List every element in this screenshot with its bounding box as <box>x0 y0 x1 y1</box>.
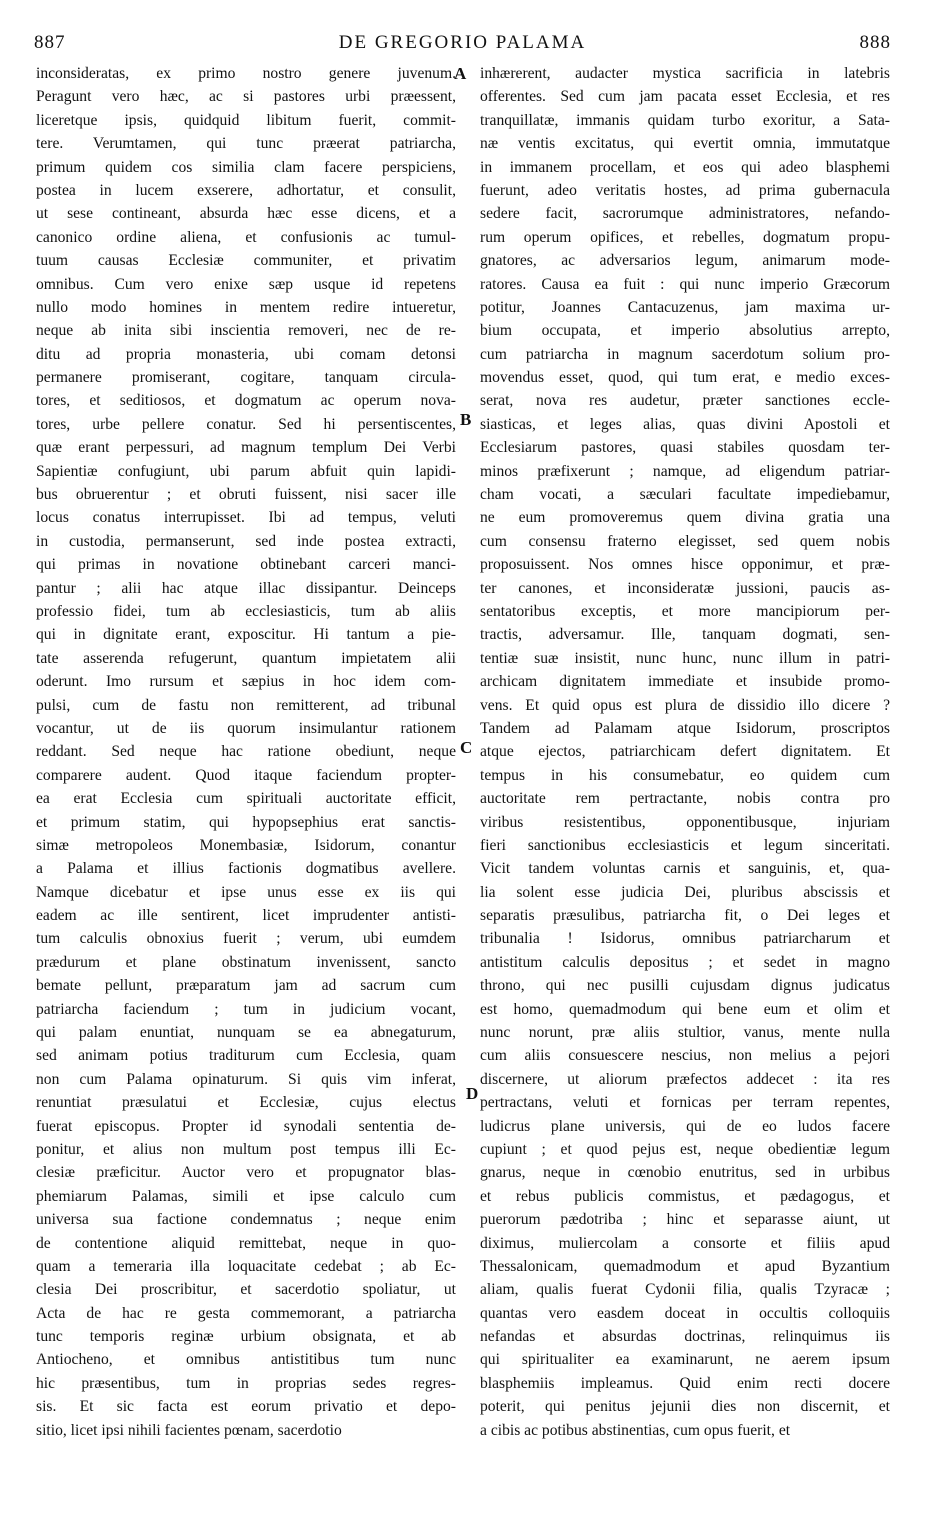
text-line: non cum Palama opinaturum. Si quis vim inferat, <box>36 1070 456 1088</box>
text-line: pantur ; alii hac atque illac dissipantur. Deinceps <box>36 579 456 597</box>
text-line: tribunalia ! Isidorus, omnibus patriarcharum et <box>480 930 890 948</box>
text-line: quantas vero easdem doceat in occultis colloquiis <box>480 1304 890 1322</box>
text-line: qui spiritualiter ea examinarunt, ne aerem ipsum <box>480 1351 890 1369</box>
text-line: tores, et seditiosos, et dogmatum ac operum nova- <box>36 392 456 410</box>
text-line: bium occupata, et imperio absolutius arrepto, <box>480 322 890 340</box>
text-line: sed animam potius traditurum cum Ecclesia, quam <box>36 1047 456 1065</box>
text-line: universa sua factione condemnatus ; neque enim <box>36 1211 456 1229</box>
margin-marker-a: A <box>454 64 467 83</box>
text-line: ne eum promoveremus quem divina gratia una <box>480 509 890 527</box>
text-line: omnibus. Cum vero enixe sæp usque id repetens <box>36 275 456 293</box>
text-line: tractis, adversamur. Ille, tanquam dogmati, sen- <box>480 626 890 644</box>
text-line: bemate pellunt, præparatum jam ad sacrum cum <box>36 977 456 995</box>
text-line: proposuissent. Nos omnes hisce opponimur, et præ- <box>480 556 890 574</box>
text-line: tunc temporis reginæ urbium obsignata, et ab <box>36 1328 456 1346</box>
text-line: tempus in his consumebatur, eo quidem cum <box>480 766 890 784</box>
text-line: ea erat Ecclesia cum spirituali auctoritate efficit, <box>36 790 456 808</box>
text-line: puerorum pædotriba ; hinc et separasse aiunt, ut <box>480 1211 890 1229</box>
text-line: est homo, quemadmodum qui bene eum et olim et <box>480 1000 890 1018</box>
text-line: lia solent esse judicia Dei, pluribus abscissis et <box>480 883 890 901</box>
text-line: potitur, Joannes Cantacuzenus, jam maxima ur- <box>480 298 890 316</box>
text-line: primum quidem cos similia clam facere perspiciens, <box>36 158 456 176</box>
text-line: aliam, qualis fuerat Cydonii filia, qualis Tzyracæ ; <box>480 1281 890 1299</box>
text-line: in immanem procellam, et eos qui adeo blasphemi <box>480 158 890 176</box>
text-line: tentiæ suæ insistit, nunc hunc, nunc illum in patri- <box>480 649 890 667</box>
text-line: minos præfixerunt ; namque, ad eligendum patriar- <box>480 462 890 480</box>
text-line: qui primas in novatione obtinebant carceri manci- <box>36 556 456 574</box>
text-line: locus conatus interrupisset. Ibi ad tempus, veluti <box>36 509 456 527</box>
text-line: phemiarum Palamas, simili et ipse calculo cum <box>36 1187 456 1205</box>
text-line: tuum causas Ecclesiæ communiter, et privatim <box>36 252 456 270</box>
text-line: comparere audent. Quod itaque faciendum propter- <box>36 766 456 784</box>
text-line: ter canones, et inconsideratæ jussioni, paucis as- <box>480 579 890 597</box>
text-line: gnatores, ac adversarios legum, animarum mode- <box>480 252 890 270</box>
page-header <box>34 32 891 58</box>
text-line: fuerunt, adeo veritatis hostes, ad prima gubernacula <box>480 181 890 199</box>
text-line: sentatoribus exceptis, et more mancipiorum per- <box>480 602 890 620</box>
right-column <box>480 62 890 1532</box>
text-line: auctoritate rem pertractante, nobis contra pro <box>480 790 890 808</box>
text-line: movendus esset, quod, qui tum erat, e medio exces- <box>480 369 890 387</box>
text-line: Antiocheno, et omnibus antistitibus tum nunc <box>36 1351 456 1369</box>
text-line: diximus, muliercolam a consorte et filiis apud <box>480 1234 890 1252</box>
text-line: simæ metropoleos Monembasiæ, Isidorum, conantur <box>36 836 456 854</box>
text-line: patriarcha faciendum ; tum in judicium vocant, <box>36 1000 456 1018</box>
text-line: clesiæ præficitur. Auctor vero et propugnator blas- <box>36 1164 456 1182</box>
running-title: DE GREGORIO PALAMA <box>338 32 587 53</box>
page-number-right: 888 <box>859 32 891 53</box>
text-line: qui palam enuntiat, nunquam se ea abnegaturum, <box>36 1024 456 1042</box>
text-line: separatis præsulibus, patriarcha fit, o Dei leges et <box>480 907 890 925</box>
margin-marker-b: B <box>460 410 472 429</box>
text-line: pertractans, veluti et fornicas per terram repentes, <box>480 1094 890 1112</box>
text-line: liceretque ipsis, quidquid libitum fuerit, commit- <box>36 111 456 129</box>
text-line: antistitum calculis depositus ; et sedet in magno <box>480 953 890 971</box>
text-line: Acta de hac re gesta commemorant, a patriarcha <box>36 1304 456 1322</box>
text-line: ponitur, et alius non multum post tempus illi Ec- <box>36 1140 456 1158</box>
text-line: næ ventis excitatus, qui evertit omnia, immutatque <box>480 135 890 153</box>
text-line: fuerat episcopus. Propter id synodali sententia de- <box>36 1117 456 1135</box>
text-line: throno, qui nec pusilli cujusdam dignus judicatus <box>480 977 890 995</box>
text-line: nefandas et absurdas doctrinas, relinquimus iis <box>480 1328 890 1346</box>
text-line: blasphemiis impleamus. Quid enim recti docere <box>480 1374 890 1392</box>
text-line: sis. Et sic facta est eorum privatio et depo- <box>36 1398 456 1416</box>
text-line: tere. Verumtamen, qui tunc præerat patriarcha, <box>36 135 456 153</box>
text-line: atque ejectos, patriarchicam defert dignitatem. Et <box>480 743 890 761</box>
text-line: cum consensu fraterno elegisset, sed quem nobis <box>480 532 890 550</box>
text-line: quæ erant perpessuri, ad magnum templum Dei Verbi <box>36 439 456 457</box>
text-line: neque ab inita sibi inscientia removeri, nec de re- <box>36 322 456 340</box>
text-line: Sapientiæ confugiunt, ubi parum abfuit quin lapidi- <box>36 462 456 480</box>
text-line: Namque dicebatur et ipse unus esse ex iis qui <box>36 883 456 901</box>
text-line: serat, nova res audetur, præter sanctiones eccle- <box>480 392 890 410</box>
text-line: de contentione aliquid remittebat, neque in quo- <box>36 1234 456 1252</box>
text-line: permanere promiserant, cogitare, tanquam circula- <box>36 369 456 387</box>
text-line: viribus resistentibus, opponentibusque, injuriam <box>480 813 890 831</box>
text-line: et rebus publicis commistus, et pædagogus, et <box>480 1187 890 1205</box>
text-line: bus obruerentur ; et obruti fuissent, nisi sacer ille <box>36 486 456 504</box>
text-line: Peragunt vero hæc, ac si pastores urbi præessent, <box>36 88 456 106</box>
text-line: eadem ac ille sentirent, licet imprudenter antisti- <box>36 907 456 925</box>
text-line: poterit, qui penitus jejunii dies non discernit, et <box>480 1398 890 1416</box>
text-line: Tandem ad Palamam atque Isidorum, proscriptos <box>480 719 890 737</box>
text-line: clesia Dei proscribitur, et sacerdotio spoliatur, ut <box>36 1281 456 1299</box>
text-line: tum calculis obnoxius fuerit ; verum, ubi eumdem <box>36 930 456 948</box>
text-line: offerentes. Sed cum jam pacata esset Ecclesia, et res <box>480 88 890 106</box>
left-column <box>36 62 456 1532</box>
text-line: ratores. Causa ea fuit : qui nunc imperio Græcorum <box>480 275 890 293</box>
text-line: a cibis ac potibus abstinentias, cum opus fuerit, et <box>480 1421 791 1439</box>
text-line: postea in lucem exserere, adhortatur, et consulit, <box>36 181 456 199</box>
text-line: prædurum et plane obstinatum invenissent, sancto <box>36 953 456 971</box>
text-line: sedere facit, sacrorumque administratores, nefando- <box>480 205 890 223</box>
text-line: inhærerent, audacter mystica sacrificia in latebris <box>480 65 890 82</box>
text-line: tate asserenda refugerunt, quantum impietatem alii <box>36 649 456 667</box>
text-line: gnarus, neque in cœnobio enutritus, sed in urbibus <box>480 1164 890 1182</box>
text-line: vocantur, ut de iis quorum insimulantur rationem <box>36 719 456 737</box>
text-line: archicam dignitatem immediate et insubide promo- <box>480 673 890 691</box>
text-line: ditu ad propria monasteria, ubi comam detonsi <box>36 345 456 363</box>
text-line: Thessalonicam, quemadmodum et apud Byzantium <box>480 1257 890 1275</box>
text-line: in custodia, permanserunt, sed inde postea extracti, <box>36 532 456 550</box>
text-line: renuntiat præsulatui et Ecclesiæ, cujus electus <box>36 1094 456 1112</box>
text-line: qui in dignitate erant, exposcitur. Hi tantum a pie- <box>36 626 456 644</box>
text-line: a Palama et illius factionis dogmatibus avellere. <box>36 860 456 878</box>
text-line: inconsideratas, ex primo nostro genere juvenum. <box>36 65 456 82</box>
text-line: tores, urbe pellere conatur. Sed hi persentiscentes, <box>36 415 456 433</box>
text-line: Vicit tandem voluntas carnis et sanguinis, et, qua- <box>480 860 890 878</box>
text-line: discernere, ut aliorum præfectos addecet : ita res <box>480 1070 890 1088</box>
text-line: cum aliis consuescere nescius, non melius a pejori <box>480 1047 890 1065</box>
text-line: siasticas, et leges alias, quas divini Apostoli et <box>480 415 890 433</box>
text-line: oderunt. Imo rursum et sæpius in hoc idem com- <box>36 673 456 691</box>
text-line: Ecclesiarum pastores, quasi stabiles quosdam ter- <box>480 439 890 457</box>
text-line: cum patriarcha in magnum sacerdotum solium pro- <box>480 345 890 363</box>
text-line: nullo modo homines in mentem redire intueretur, <box>36 298 456 316</box>
text-line: hic præsentibus, tum in proprias sedes regres- <box>36 1374 456 1392</box>
text-line: pulsi, cum de fastu non remitterent, ad tribunal <box>36 696 456 714</box>
text-line: ludicrus plane universis, qui de eo ludos facere <box>480 1117 890 1135</box>
text-line: professio fidei, tum ab ecclesiasticis, tum ab aliis <box>36 602 456 620</box>
text-line: fieri sanctionibus ecclesiasticis et legum sinceritati. <box>480 836 890 854</box>
text-line: vens. Et quid opus est plura de dissidio illo dicere ? <box>480 696 890 714</box>
margin-marker-c: C <box>460 738 473 757</box>
text-line: canonico ordine aliena, et confusionis ac tumul- <box>36 228 456 246</box>
text-line: nunc norunt, præ aliis stultior, vanus, mente nulla <box>480 1024 890 1042</box>
text-line: ut sese contineant, absurda hæc esse dicens, et a <box>36 205 456 223</box>
text-line: et primum statim, qui hypopsephius erat sanctis- <box>36 813 456 831</box>
text-line: cupiunt ; et quod pejus est, neque obedientiæ legum <box>480 1140 890 1158</box>
text-line: sitio, licet ipsi nihili facientes pœnam, sacerdotio <box>36 1421 342 1439</box>
text-line: cham vocati, a sæculari facultate impediebamur, <box>480 486 890 504</box>
text-line: reddant. Sed neque hac ratione obediunt, neque <box>36 743 456 761</box>
margin-marker-d: D <box>466 1084 479 1103</box>
text-line: tranquillatæ, immanis quidam turbo exoritur, a Sata- <box>480 111 890 129</box>
text-line: quam a temeraria illa loquacitate cedebat ; ab Ec- <box>36 1257 456 1275</box>
page-number-left: 887 <box>34 32 66 53</box>
text-line: rum operum opifices, et rebelles, dogmatum propu- <box>480 228 890 246</box>
